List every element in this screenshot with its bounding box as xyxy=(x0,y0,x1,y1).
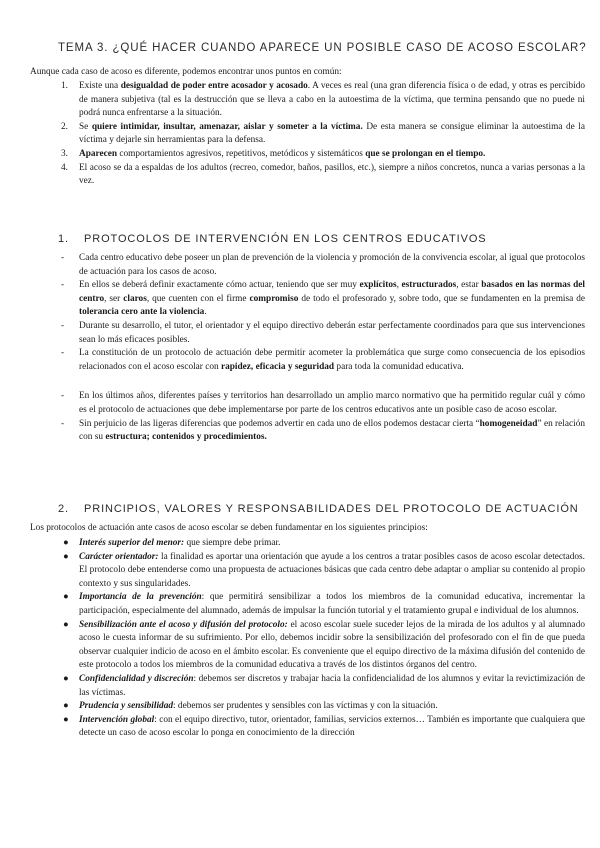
list-item: ● Sensibilización ante el acoso y difusión del protocolo: el acoso escolar suele suceder lejos de la mirada de los adultos y al alumnado acoso le cuesta informar de su sufrimiento. Por ello, debemos incidir sobre la sensibilización del profesorado con el fin de que pueda observar cualquier indicio de acoso en el ámbito escolar. Es conveniente que el equipo directivo de la máxima difusión del contenido de este protocolo a todos los miembros de la comunidad educativa a través de los distintos órganos del centro. xyxy=(63,619,585,671)
list-item: - En ellos se deberá definir exactamente cómo actuar, teniendo que ser muy explícitos, estructurados, estar basados en las normas del centro, ser claros, que cuenten con el firme compromiso de todo el profesorado y, sobre todo, que se fundamenten en la premisa de tolerancia cero ante la violencia. xyxy=(61,280,585,318)
numbered-list xyxy=(0,80,600,189)
list-item: ● Carácter orientador: la finalidad es aportar una orientación que ayude a los centros a tratar posibles casos de acoso escolar detectados. El protocolo debe entenderse como una propuesta de actuaciones básicas que cada centro debe adaptar o ampliar su contenido al propio contexto y sus singularidades. xyxy=(63,551,585,589)
list-item: - Durante su desarrollo, el tutor, el orientador y el equipo directivo deberán estar perfectamente coordinados para que sus intervenciones sean lo más eficaces posibles. xyxy=(61,320,585,345)
list-item: - La constitución de un protocolo de actuación debe permitir acometer la problemática que surge como consecuencia de los episodios relacionados con el acoso escolar con rapidez, eficacia y seguridad para toda la comunidad educativa. xyxy=(61,348,585,372)
list-item: 1. Existe una desigualdad de poder entre acosador y acosado. A veces es real (una gran diferencia física o de edad, y otras es percibido de manera subjetiva (tal es la destrucción que se lleva a cabo en la autoestima de la víctima, que termina pensando que no puede ni podrá nunca enfrentarse a la situación. xyxy=(61,81,585,119)
list-item: 4. El acoso se da a espaldas de los adultos (recreo, comedor, baños, pasillos, etc.), siempre a niños concretos, nunca a varias personas a la vez. xyxy=(61,162,585,187)
list-item: ● Interés superior del menor: que siempre debe primar. xyxy=(63,538,281,548)
section1-list xyxy=(0,252,600,445)
list-item: - Sin perjuicio de las ligeras diferencias que podemos advertir en cada uno de ellos podemos destacar cierta “homogeneidad” en relación con su estructura; contenidos y procedimientos. xyxy=(61,418,585,443)
list-item: ● Confidencialidad y discreción: debemos ser discretos y trabajar hacia la confidencialidad de los alumnos y evitar la revictimización de las víctimas. xyxy=(63,673,585,698)
section2-list xyxy=(0,537,600,741)
list-item: 2. Se quiere intimidar, insultar, amenazar, aislar y someter a la víctima. De esta manera se consigue eliminar la autoestima de la víctima y dejarle sin herramientas para la defensa. xyxy=(61,121,586,146)
list-item: 3. Aparecen comportamientos agresivos, repetitivos, metódicos y sistemáticos que se prolongan en el tiempo. xyxy=(61,148,486,159)
page-title: TEMA 3. ¿QUÉ HACER CUANDO APARECE UN POSIBLE CASO DE ACOSO ESCOLAR? xyxy=(58,42,587,54)
list-item: - Cada centro educativo debe poseer un plan de prevención de la violencia y promoción de la convivencia escolar, al igual que protocolos de actuación para los casos de acoso. xyxy=(61,253,585,277)
section2-intro: Los protocolos de actuación ante casos de acoso escolar se deben fundamentar en los siguientes principios: xyxy=(30,523,428,533)
list-item: ● Intervención global: con el equipo directivo, tutor, orientador, familias, servicios externos… También es importante que cualquiera que detecte un caso de acoso escolar lo ponga en conocimiento de la dirección xyxy=(63,714,585,739)
intro-paragraph: Aunque cada caso de acoso es diferente, podemos encontrar unos puntos en común: xyxy=(30,67,342,77)
list-item: - En los últimos años, diferentes países y territorios han desarrollado un amplio marco normativo que ha permitido regular cuál y cómo es el protocolo de actuaciones que debe implementarse por parte de los centros educativos ante un posible caso de acoso escolar. xyxy=(61,391,585,415)
section-heading-1: 1. PROTOCOLOS DE INTERVENCIÓN EN LOS CENTROS EDUCATIVOS xyxy=(58,233,487,245)
section-heading-2: 2. PRINCIPIOS, VALORES Y RESPONSABILIDADES DEL PROTOCOLO DE ACTUACIÓN xyxy=(58,503,579,515)
list-item: ● Importancia de la prevención: que permitirá sensibilizar a todos los miembros de la comunidad educativa, incrementar la participación, especialmente del alumnado, además de impulsar la función tutorial y el tratamiento grupal e individual de los alumnos. xyxy=(63,592,585,616)
list-item: ● Prudencia y sensibilidad: debemos ser prudentes y sensibles con las víctimas y con la situación. xyxy=(63,701,438,712)
